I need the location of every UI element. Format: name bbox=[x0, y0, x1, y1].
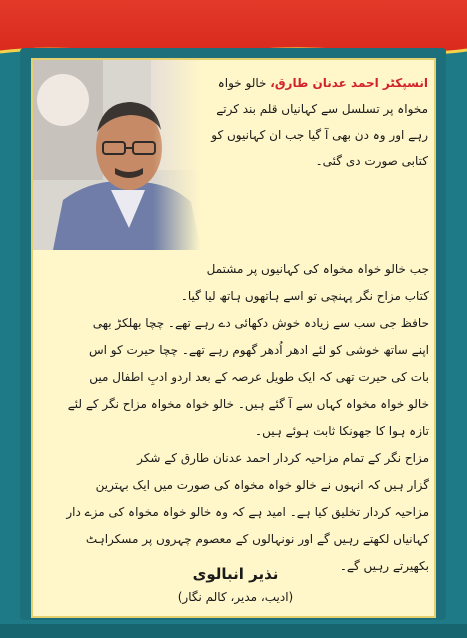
footer-bar bbox=[0, 624, 467, 638]
body-line: بات کی حیرت تھی کہ ایک طویل عرصہ کے بعد اردو ادبِ اطفال میں bbox=[89, 370, 429, 384]
body-line: تازہ ہوا کا جھونکا ثابت ہوئے ہیں۔ bbox=[255, 424, 429, 438]
signature-title: (ادیب، مدیر، کالم نگار) bbox=[177, 590, 294, 604]
body-line: جب خالو خواہ مخواہ کی کہانیوں پر مشتمل bbox=[206, 262, 429, 276]
intro-paragraph bbox=[208, 70, 428, 174]
body-line: حافظ جی سب سے زیادہ خوش دکھائی دے رہے تھے۔ چچا بھلکڑ بھی bbox=[92, 316, 429, 330]
article-card bbox=[31, 58, 436, 618]
body-line: کہانیاں لکھتے رہیں گے اور نونہالوں کے معصوم چہروں پر مسکراہٹ bbox=[85, 532, 429, 546]
body-line: اپنے ساتھ خوشی کو لئے ادھر اُدھر گھوم رہے تھے۔ چچا حیرت کو اس bbox=[88, 343, 429, 357]
signature-name: نذیر انبالوی bbox=[192, 565, 279, 583]
body-line: مزاح نگر کے تمام مزاحیہ کردار احمد عدنان طارق کے شکر bbox=[137, 451, 429, 465]
photo-fade bbox=[153, 60, 201, 250]
body-line: مزاحیہ کردار تخلیق کیا ہے۔ امید ہے کہ وہ خالو خواہ مخواہ کی مزے دار bbox=[66, 505, 429, 519]
intro-text: خالو خواہ مخواہ پر تسلسل سے کہانیاں قلم بند کرتے رہے اور وہ دن بھی آ گیا جب ان کہانیوں کو کتابی صورت دی گئی۔ bbox=[211, 76, 428, 168]
author-photo bbox=[33, 60, 201, 250]
body-line: بکھیرتے رہیں گے۔ bbox=[339, 559, 429, 573]
body-line: خالو خواہ مخواہ کہاں سے آ گئے ہیں۔ خالو خواہ مخواہ مزاح نگر کے لئے bbox=[67, 397, 429, 411]
body-line: گزار ہیں کہ انہوں نے خالو خواہ مخواہ کی صورت میں ایک بہترین bbox=[95, 478, 429, 492]
body-line: کتاب مزاح نگر پہنچی تو اسے ہاتھوں ہاتھ لیا گیا۔ bbox=[180, 289, 429, 303]
body-paragraphs bbox=[51, 256, 429, 580]
author-lead: انسپکٹر احمد عدنان طارق، bbox=[270, 76, 428, 90]
